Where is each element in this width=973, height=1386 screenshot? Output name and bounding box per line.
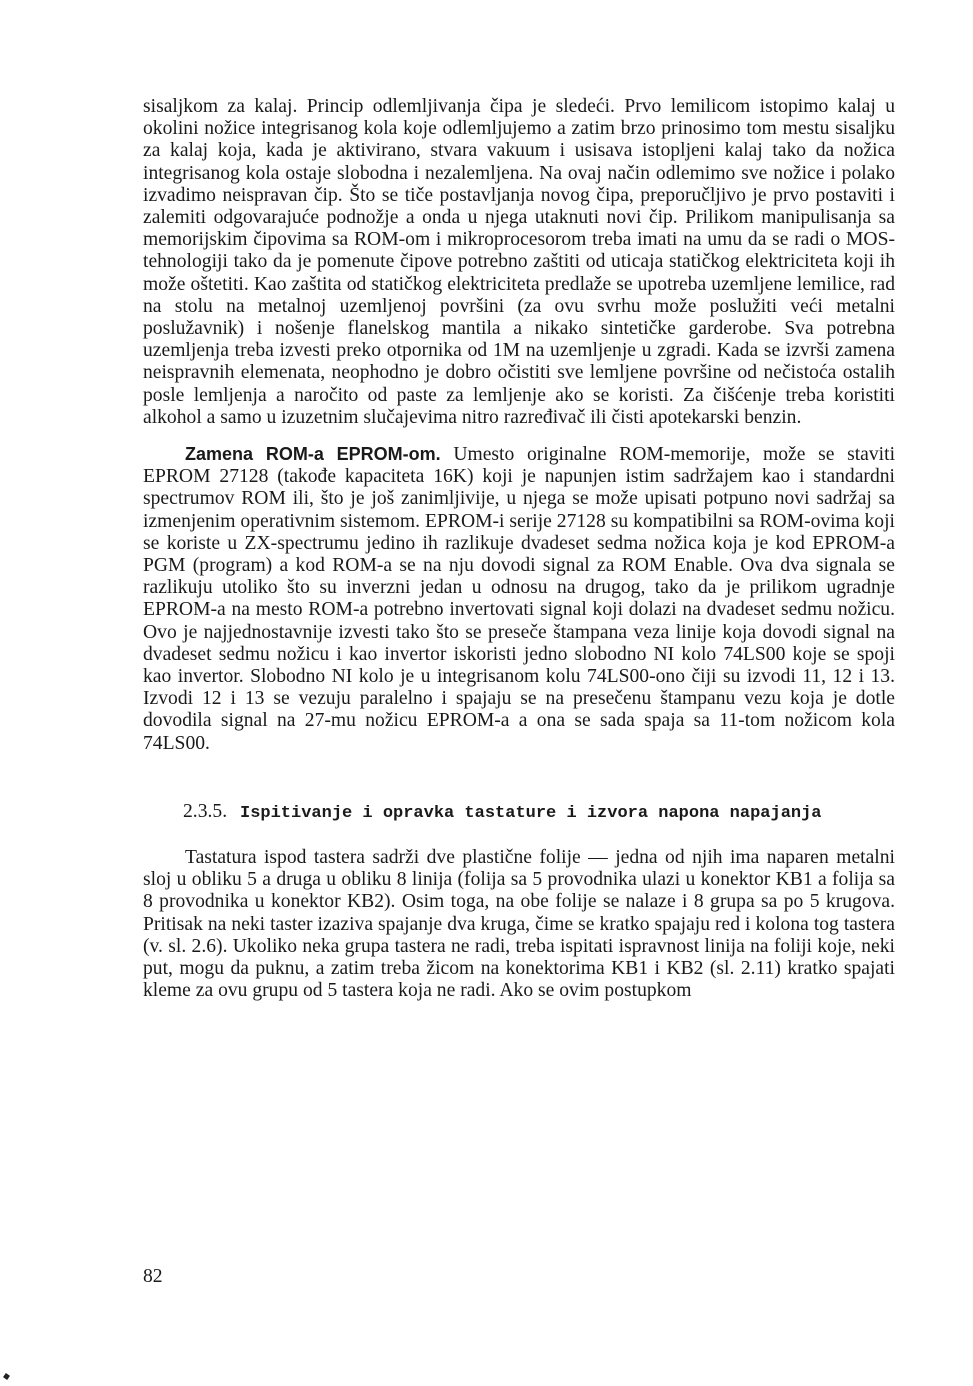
page-number: 82 [143,1266,163,1287]
body-paragraph-3: Tastatura ispod tastera sadrži dve plastične folije — jedna od njih ima naparen metalni sloj u obliku 5 a druga u obliku 8 linija (folija sa 5 provodnika ulazi u konektor KB1 a folija sa 8 provodnika u konektor KB2). Osim toga, na obe folije se nalaze i 8 grupa sa po 5 krugova. Pritisak na neki taster izaziva spajanje dva kruga, čime se kratko spajaju red i kolona tog tastera (v. sl. 2.6). Ukoliko neka grupa tastera ne radi, treba ispitati ispravnost linija na foliji koje, neki put, mogu da puknu, a zatim treba žicom na konektorima KB1 i KB2 (sl. 2.11) kratko spajati kleme za ovu grupu od 5 tastera koja ne radi. Ako se ovim postupkom [143,846,895,1002]
body-paragraph-1: sisaljkom za kalaj. Princip odlemljivanja čipa je sledeći. Prvo lemilicom istopimo kalaj u okolini nožice integrisanog kola koje odlemljujemo a zatim brzo prinosimo tom mestu sisaljku za kalaj koja, kada je aktivirano, stvara vakuum i usisava istopljeni kalaj tako da nožica integrisanog kola ostaje slobodna i nezalemljena. Na ovaj način odlemimo sve nožice i polako izvadimo neispravan čip. Što se tiče postavljanja novog čipa, preporučljivo je prvo postaviti i zalemiti odgovarajuće podnožje a onda u njega utaknuti novi čip. Prilikom manipulisanja sa memorijskim čipovima sa ROM-om i mikroprocesorom treba imati na umu da se radi o MOS-tehnologiji tako da je pomenute čipove potrebno zaštiti od uticaja statičkog elektriciteta koji ih može oštetiti. Kao zaštita od statičkog elektriciteta predlaže se upotreba uzemljene lemilice, rad na stolu na metalnoj uzemljenoj površini (za ovu svrhu može poslužiti veći metalni poslužavnik) i nošenje flanelskog mantila a nikako sintetičke garderobe. Sva potrebna uzemljenja treba izvesti preko otpornika od 1M na uzemljenje u zgradi. Kada se izvrši zamena neispravnih elemenata, neophodno je dobro očistiti sve lemljene površine od nečistoća ostalih posle lemljenja a naročito od paste za lemljenje ako se koristi. Za čišćenje treba koristiti alkohol a samo u izuzetnim slučajevima nitro razređivač ili čisti apotekarski benzin. [143,96,895,428]
page-body [143,96,895,1002]
body-paragraph-2 [143,443,895,755]
section-title: Ispitivanje i opravka tastature i izvora napona napajanja [240,803,822,823]
body-paragraph-2-text: Umesto originalne ROM-memorije, može se staviti EPROM 27128 (takođe kapaciteta 16K) koji je napunjen istim sadržajem kao i standardni spectrumov ROM ili, što je još zanimljivije, u njega se može upisati potpuno novi sadržaj sa izmenjenim operativnim sistemom. EPROM-i serije 27128 su kompatibilni sa ROM-ovima koji se koriste u ZX-spectrumu jedino ih razlikuje dvadeset sedma nožica koja je kod EPROM-a PGM (program) a kod ROM-a se na nju dovodi signal za ROM Enable. Ova dva signala se razlikuju utoliko što su inverzni jedan u odnosu na drugog, tako da je prilikom ugradnje EPROM-a na mesto ROM-a potrebno invertovati signal koji dolazi na dvadeset sedmu nožicu. Ovo je najjednostavnije izvesti tako što se preseče štampana veza linije koja dovodi signal na dvadeset sedmu nožicu i kao invertor iskoristi jedno slobodno NI kolo 74LS00 koje se spoji kao invertor. Slobodno NI kolo je u integrisanom kolu 74LS00-ono čiji su izvodi 11, 12 i 13. Izvodi 12 i 13 se vezuju paralelno i spajaju se na presečenu štampanu vezu koja je dotle dovodila signal na 27-mu nožicu EPROM-a a ona se sada spaja sa 11-tom nožicom kola 74LS00. [143,444,896,754]
section-number: 2.3.5. [183,800,228,822]
section-heading [183,801,895,825]
runin-heading-rom-eprom: Zamena ROM-a EPROM-om. [185,444,441,465]
scan-speck [3,1373,10,1380]
